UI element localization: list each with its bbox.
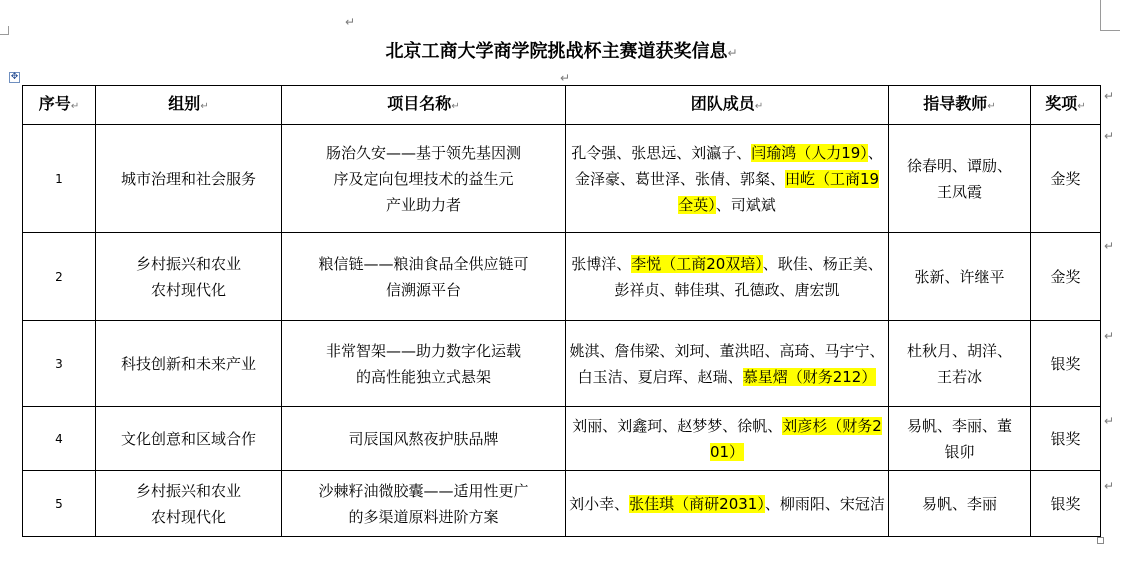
cell-project: [282, 125, 566, 233]
header-cell-members: 团队成员↵: [566, 86, 889, 125]
cell-group: [96, 407, 282, 471]
cell-no: [23, 233, 96, 321]
cell-teachers: [889, 125, 1031, 233]
cell-members: [566, 471, 889, 537]
member-text: 姚淇、詹伟梁、刘珂、董洪昭、高琦、马宇宁、白玉洁、夏启珲、赵瑞、: [569, 341, 885, 386]
header-cell-award: 奖项↵: [1031, 86, 1101, 125]
group-line: 乡村振兴和农业: [135, 481, 241, 500]
member-text: 、金泽豪、葛世泽、张倩、郭粲、: [574, 143, 883, 188]
cell-project: [282, 233, 566, 321]
document-title-text: 北京工商大学商学院挑战杯主赛道获奖信息: [385, 41, 728, 62]
award-text: 金奖: [1050, 169, 1081, 188]
member-text: 孔令强、张思远、刘瀛子、: [571, 143, 752, 162]
table-move-handle-icon[interactable]: ✥: [10, 72, 19, 82]
teacher-line: 张新、许继平: [914, 267, 1005, 286]
group-line: 城市治理和社会服务: [120, 169, 256, 188]
member-text: 、耿佳、杨正美、彭祥贞、韩佳琪、孔德政、唐宏凯: [614, 254, 883, 299]
cell-no: [23, 321, 96, 407]
paragraph-mark: ↵: [345, 15, 356, 29]
award-text: 银奖: [1050, 494, 1081, 513]
project-line: 肠治久安——基于领先基因测: [325, 143, 521, 162]
cell-award: [1031, 125, 1101, 233]
member-text: 张博洋、: [571, 254, 632, 273]
cell-members: [566, 321, 889, 407]
member-text: 刘丽、刘鑫珂、赵梦梦、徐帆、: [572, 416, 783, 435]
project-line: 非常智架——助力数字化运载: [325, 341, 521, 360]
project-line: 信溯源平台: [385, 280, 461, 299]
cell-teachers: [889, 471, 1031, 537]
member-highlighted: 李悦（工商20双培）: [631, 254, 763, 273]
crop-mark-top-right: [1100, 0, 1111, 30]
cell-teachers: [889, 233, 1031, 321]
row-end-mark: ↵: [1104, 479, 1115, 493]
row-number: 5: [55, 496, 63, 511]
row-end-mark: ↵: [1104, 89, 1115, 103]
teacher-line: 易帆、李丽、董: [906, 416, 1012, 435]
table-row: [23, 407, 1101, 471]
row-number: 3: [55, 356, 63, 371]
awards-table: [22, 85, 1101, 537]
member-highlighted: 田屹（工商19全英）: [678, 169, 880, 214]
cell-no: [23, 407, 96, 471]
document-title: [0, 38, 1123, 67]
cell-award: [1031, 407, 1101, 471]
row-end-mark: ↵: [1104, 239, 1115, 253]
cell-group: [96, 471, 282, 537]
header-cell-project: 项目名称↵: [282, 86, 566, 125]
teacher-line: 易帆、李丽: [921, 494, 997, 513]
member-highlighted: 张佳琪（商研2031）: [629, 494, 765, 513]
cell-teachers: [889, 407, 1031, 471]
project-line: 的高性能独立式悬架: [355, 367, 491, 386]
cell-award: [1031, 471, 1101, 537]
project-line: 序及定向包埋技术的益生元: [333, 169, 514, 188]
table-row: [23, 233, 1101, 321]
award-text: 金奖: [1050, 267, 1081, 286]
row-end-mark: ↵: [1104, 129, 1115, 143]
header-cell-no: 序号↵: [23, 86, 96, 125]
cell-group: [96, 321, 282, 407]
table-row: [23, 321, 1101, 407]
row-end-mark: ↵: [1104, 414, 1115, 428]
cell-project: [282, 471, 566, 537]
member-highlighted: 刘彦杉（财务201）: [709, 416, 882, 461]
table-header-row: [23, 86, 1101, 125]
member-highlighted: 闫瑜鸿（人力19）: [751, 143, 868, 162]
member-highlighted: 慕星熠（财务212）: [742, 367, 877, 386]
project-line: 沙棘籽油微胶囊——适用性更广: [318, 481, 529, 500]
group-line: 乡村振兴和农业: [135, 254, 241, 273]
header-cell-teachers: 指导教师↵: [889, 86, 1031, 125]
teacher-line: 王若冰: [936, 367, 982, 386]
cell-no: [23, 471, 96, 537]
group-line: 科技创新和未来产业: [120, 354, 256, 373]
paragraph-mark: ↵: [560, 71, 571, 85]
crop-mark-top-right-horizontal: [1100, 30, 1120, 31]
member-text: 刘小幸、: [569, 494, 630, 513]
table-row: [23, 125, 1101, 233]
crop-mark-top-left: [0, 26, 9, 35]
paragraph-mark: ↵: [727, 46, 738, 60]
row-number: 4: [55, 431, 63, 446]
teacher-line: 王凤霞: [936, 182, 982, 201]
table-row: [23, 471, 1101, 537]
cell-award: [1031, 321, 1101, 407]
award-text: 银奖: [1050, 429, 1081, 448]
project-line: 产业助力者: [385, 195, 461, 214]
teacher-line: 银卯: [944, 442, 975, 461]
cell-no: [23, 125, 96, 233]
member-text: 、柳雨阳、宋冠洁: [764, 494, 885, 513]
table-body: [23, 125, 1101, 537]
cell-members: [566, 233, 889, 321]
row-number: 2: [55, 269, 63, 284]
project-line: 粮信链——粮油食品全供应链可: [318, 254, 529, 273]
teacher-line: 杜秋月、胡洋、: [906, 341, 1012, 360]
cell-award: [1031, 233, 1101, 321]
cell-group: [96, 125, 282, 233]
award-text: 银奖: [1050, 354, 1081, 373]
project-line: 司辰国风熬夜护肤品牌: [348, 429, 499, 448]
member-text: 、司斌斌: [715, 195, 776, 214]
cell-project: [282, 407, 566, 471]
row-number: 1: [55, 171, 63, 186]
group-line: 农村现代化: [150, 280, 226, 299]
project-line: 的多渠道原料进阶方案: [348, 507, 499, 526]
teacher-line: 徐春明、谭励、: [906, 156, 1012, 175]
cell-teachers: [889, 321, 1031, 407]
group-line: 农村现代化: [150, 507, 226, 526]
row-end-mark: ↵: [1104, 329, 1115, 343]
table-resize-handle-icon[interactable]: [1097, 537, 1104, 544]
header-cell-group: 组别↵: [96, 86, 282, 125]
cell-members: [566, 125, 889, 233]
cell-project: [282, 321, 566, 407]
cell-group: [96, 233, 282, 321]
cell-members: [566, 407, 889, 471]
group-line: 文化创意和区域合作: [120, 429, 256, 448]
